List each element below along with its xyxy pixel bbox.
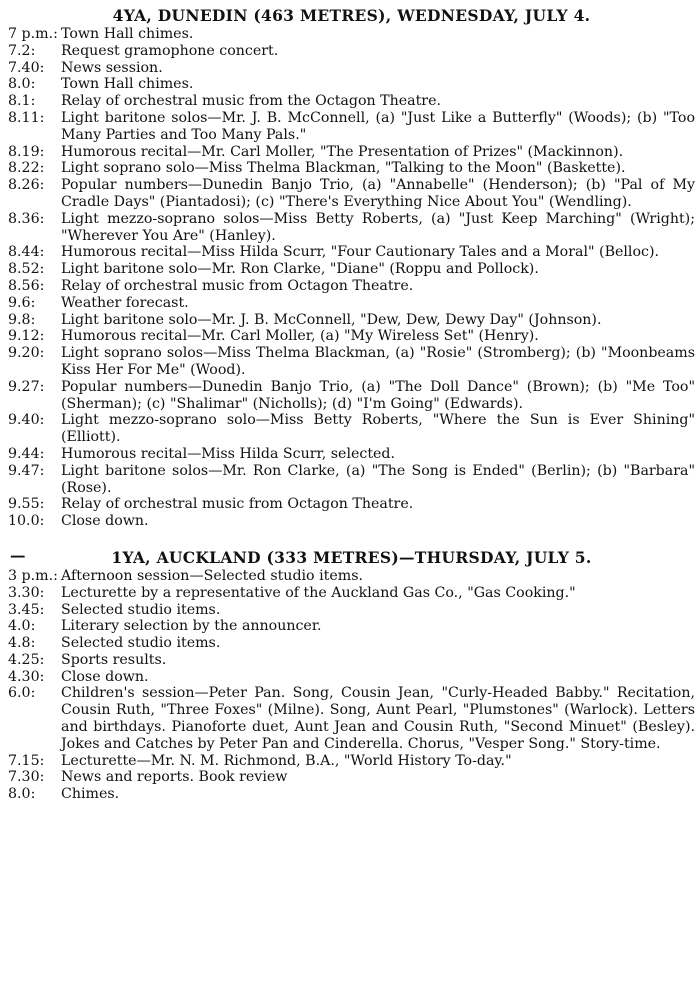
item-time: 8.26: — [8, 177, 45, 194]
programme-item — [8, 618, 695, 635]
programme-list — [8, 568, 695, 803]
item-text: Light soprano solos—Miss Thelma Blackman, (a) "Rosie" (Stromberg); (b) "Moonbeams Kiss Her For Me" (Wood). — [61, 345, 695, 378]
item-text: Close down. — [61, 513, 149, 530]
item-text: Lecturette by a representative of the Auckland Gas Co., "Gas Cooking." — [61, 584, 576, 601]
item-time: 9.8: — [8, 311, 36, 328]
item-time: 7 p.m.: — [8, 26, 58, 42]
item-text: Light soprano solo—Miss Thelma Blackman, "Talking to the Moon" (Baskette). — [61, 160, 626, 177]
programme-item — [8, 160, 695, 177]
item-text: Afternoon session—Selected studio items. — [61, 567, 363, 584]
programme-item — [8, 635, 695, 652]
item-text: Children's session—Peter Pan. Song, Cousin Jean, "Curly-Headed Babby." Recitation, Cousin Ruth, "Three Foxes" (Milne). Song, Aunt Pearl, "Plumstones" (Warlock). Letters and birthdays. Pianoforte duet, Aunt Jean and Cousin Ruth, "Second Minuet" (Besley). Jokes and Catches by Peter Pan and Cinderella. Chorus, "Vesper Song." Story-time. — [61, 685, 695, 752]
programme-item — [8, 769, 695, 786]
programme-item — [8, 513, 695, 530]
item-text: Popular numbers—Dunedin Banjo Trio, (a) "The Doll Dance" (Brown); (b) "Me Too" (Sherman); (c) "Shalimar" (Nicholls); (d) "I'm Going" (Edwards). — [61, 378, 695, 412]
item-time: 8.36: — [8, 210, 45, 227]
item-time: 7.2: — [8, 42, 36, 59]
section-heading-wrapper — [8, 542, 695, 568]
programme-item — [8, 26, 695, 43]
item-time: 3 p.m.: — [8, 567, 58, 584]
item-time: 9.44: — [8, 445, 45, 462]
item-text: Light mezzo-soprano solo—Miss Betty Roberts, "Where the Sun is Ever Shining" (Elliott). — [61, 412, 695, 446]
programme-item — [8, 753, 695, 770]
programme-item — [8, 110, 695, 144]
programme-item — [8, 328, 695, 345]
programme-item — [8, 379, 695, 413]
item-text: Light baritone solo—Mr. Ron Clarke, "Diane" (Roppu and Pollock). — [61, 261, 539, 278]
item-text: Humorous recital—Mr. Carl Moller, "The Presentation of Prizes" (Mackinnon). — [61, 143, 624, 160]
programme-item — [8, 446, 695, 463]
item-text: Close down. — [61, 668, 149, 685]
item-time: 9.12: — [8, 328, 45, 345]
item-text: Lecturette—Mr. N. M. Richmond, B.A., "World History To-day." — [61, 752, 512, 769]
programme-item — [8, 568, 695, 585]
item-text: Relay of orchestral music from Octagon Theatre. — [61, 496, 414, 513]
item-time: 9.55: — [8, 496, 45, 513]
item-text: Relay of orchestral music from the Octagon Theatre. — [61, 93, 441, 110]
item-text: Light baritone solo—Mr. J. B. McConnell, "Dew, Dew, Dewy Day" (Johnson). — [61, 311, 602, 328]
programme-item — [8, 652, 695, 669]
programme-item — [8, 278, 695, 295]
item-time: 8.19: — [8, 143, 45, 160]
item-time: 4.25: — [8, 651, 45, 668]
item-time: 4.30: — [8, 668, 45, 685]
programme-item — [8, 60, 695, 77]
item-text: Weather forecast. — [61, 294, 189, 311]
section-heading: 4YA, DUNEDIN (463 METRES), WEDNESDAY, JULY 4. — [112, 6, 591, 25]
item-text: Literary selection by the announcer. — [61, 618, 322, 635]
programme-item — [8, 463, 695, 497]
item-text: Town Hall chimes. — [61, 26, 194, 42]
programme-item — [8, 93, 695, 110]
item-time: 8.44: — [8, 244, 45, 261]
item-time: 8.56: — [8, 277, 45, 294]
item-time: 8.22: — [8, 160, 45, 177]
item-time: 9.40: — [8, 412, 45, 429]
programme-item — [8, 496, 695, 513]
rule-dash: — — [10, 545, 26, 565]
item-time: 10.0: — [8, 513, 45, 530]
item-time: 7.40: — [8, 59, 45, 76]
section-dunedin — [8, 0, 695, 530]
programme-item — [8, 244, 695, 261]
item-text: Humorous recital—Miss Hilda Scurr, "Four Cautionary Tales and a Moral" (Belloc). — [61, 244, 660, 261]
programme-item — [8, 312, 695, 329]
programme-item — [8, 76, 695, 93]
programme-item — [8, 295, 695, 312]
item-time: 4.0: — [8, 618, 36, 635]
item-text: Request gramophone concert. — [61, 42, 279, 59]
programme-list — [8, 26, 695, 530]
item-time: 7.30: — [8, 769, 45, 786]
item-text: Light mezzo-soprano solos—Miss Betty Roberts, (a) "Just Keep Marching" (Wright); "Wherever You Are" (Hanley). — [61, 210, 695, 244]
item-time: 8.11: — [8, 109, 45, 126]
item-time: 8.52: — [8, 261, 45, 278]
item-text: Selected studio items. — [61, 601, 221, 618]
item-time: 6.0: — [8, 685, 36, 702]
item-time: 8.0: — [8, 76, 36, 93]
item-text: News session. — [61, 59, 163, 76]
item-time: 3.30: — [8, 584, 45, 601]
section-auckland — [8, 542, 695, 803]
section-heading: 1YA, AUCKLAND (333 METRES)—THURSDAY, JULY 5. — [111, 547, 592, 567]
item-time: 4.8: — [8, 635, 36, 652]
item-time: 9.6: — [8, 294, 36, 311]
item-text: Relay of orchestral music from Octagon Theatre. — [61, 277, 414, 294]
programme-item — [8, 43, 695, 60]
item-time: 9.20: — [8, 345, 45, 362]
programme-item — [8, 602, 695, 619]
programme-item — [8, 144, 695, 161]
item-time: 9.47: — [8, 462, 45, 479]
item-text: Town Hall chimes. — [61, 76, 194, 93]
item-text: Humorous recital—Mr. Carl Moller, (a) "My Wireless Set" (Henry). — [61, 328, 539, 345]
item-text: Sports results. — [61, 651, 167, 668]
item-text: Light baritone solos—Mr. Ron Clarke, (a) "The Song is Ended" (Berlin); (b) "Barbara" (Rose). — [61, 462, 695, 496]
item-text: News and reports. Book review — [61, 769, 288, 786]
item-time: 9.27: — [8, 378, 45, 395]
programme-item — [8, 585, 695, 602]
item-text: Humorous recital—Miss Hilda Scurr, selected. — [61, 445, 396, 462]
programme-item — [8, 412, 695, 446]
programme-item — [8, 669, 695, 686]
item-time: 8.0: — [8, 786, 36, 803]
programme-item — [8, 685, 695, 752]
item-time: 3.45: — [8, 601, 45, 618]
item-text: Popular numbers—Dunedin Banjo Trio, (a) "Annabelle" (Henderson); (b) "Pal of My Cradle Days" (Piantadosi); (c) "There's Everything Nice About You" (Wendling). — [61, 177, 695, 210]
programme-item — [8, 345, 695, 379]
item-time: 7.15: — [8, 752, 45, 769]
programme-item — [8, 211, 695, 245]
programme-item — [8, 261, 695, 278]
programme-item — [8, 177, 695, 211]
programme-item — [8, 786, 695, 803]
item-time: 8.1: — [8, 93, 36, 110]
item-text: Selected studio items. — [61, 635, 221, 652]
item-text: Chimes. — [61, 786, 120, 803]
item-text: Light baritone solos—Mr. J. B. McConnell, (a) "Just Like a Butterfly" (Woods); (b) "Too Many Parties and Too Many Pals." — [61, 109, 695, 143]
